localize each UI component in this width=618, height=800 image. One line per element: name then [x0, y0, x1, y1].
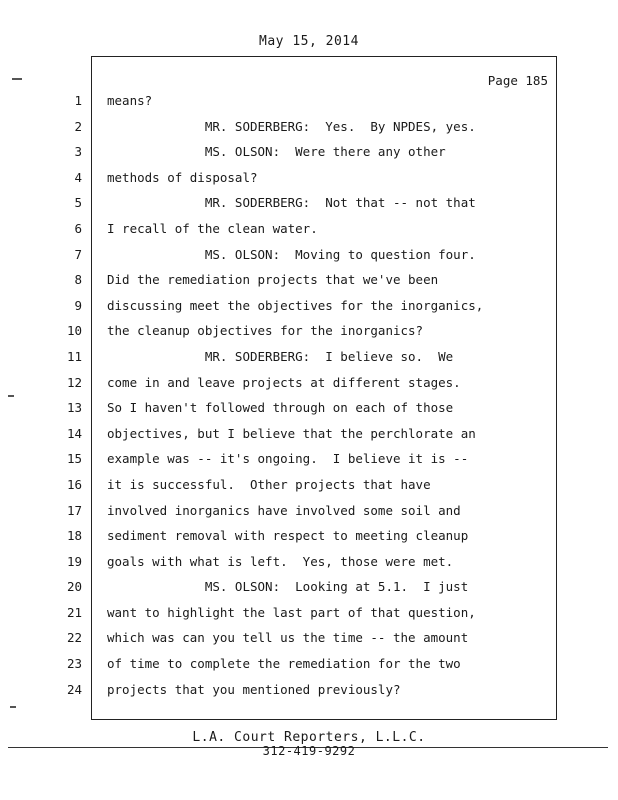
header-date: May 15, 2014 — [259, 34, 359, 49]
line-number: 3 — [74, 144, 82, 160]
transcript-line: So I haven't followed through on each of those — [107, 400, 454, 416]
transcript-line: Did the remediation projects that we've been — [107, 272, 439, 288]
transcript-line: goals with what is left. Yes, those were met. — [107, 553, 454, 569]
line-number: 21 — [66, 604, 82, 620]
transcript-line: MS. OLSON: Looking at 5.1. I just — [107, 579, 469, 595]
scan-mark — [10, 706, 16, 708]
footer-company: L.A. Court Reporters, L.L.C. — [192, 730, 426, 745]
line-number: 7 — [74, 246, 82, 262]
line-number: 18 — [66, 528, 82, 544]
transcript-line: MR. SODERBERG: I believe so. We — [107, 348, 454, 364]
line-number: 24 — [66, 681, 82, 697]
line-number: 23 — [66, 656, 82, 672]
line-number: 20 — [66, 579, 82, 595]
footer-phone: 312-419-9292 — [262, 744, 356, 758]
transcript-body — [107, 88, 552, 702]
line-number: 9 — [74, 297, 82, 313]
line-number: 14 — [66, 425, 82, 441]
transcript-line: methods of disposal? — [107, 169, 258, 185]
transcript-line: want to highlight the last part of that question, — [107, 604, 476, 620]
transcript-line: come in and leave projects at different stages. — [107, 374, 461, 390]
line-number: 4 — [74, 169, 82, 185]
transcript-line: MR. SODERBERG: Not that -- not that — [107, 195, 476, 211]
page-number: Page 185 — [487, 73, 548, 88]
transcript-line: of time to complete the remediation for the two — [107, 656, 461, 672]
line-number: 8 — [74, 272, 82, 288]
transcript-line: discussing meet the objectives for the inorganics, — [107, 297, 484, 313]
line-number: 11 — [66, 348, 82, 364]
scan-mark — [12, 78, 22, 80]
transcript-line: MS. OLSON: Were there any other — [107, 144, 446, 160]
line-number: 16 — [66, 476, 82, 492]
line-number: 1 — [74, 93, 82, 108]
line-number: 12 — [66, 374, 82, 390]
line-number: 2 — [74, 118, 82, 134]
transcript-line: which was can you tell us the time -- the amount — [107, 630, 469, 646]
line-number: 15 — [66, 451, 82, 467]
transcript-line: means? — [107, 93, 153, 108]
line-number: 22 — [66, 630, 82, 646]
scan-mark — [8, 395, 14, 397]
line-number: 6 — [74, 220, 82, 236]
transcript-line: involved inorganics have involved some soil and — [107, 502, 461, 518]
transcript-line: example was -- it's ongoing. I believe it is -- — [107, 451, 469, 467]
transcript-line: sediment removal with respect to meeting cleanup — [107, 528, 469, 544]
transcript-line: objectives, but I believe that the perchlorate an — [107, 425, 476, 441]
transcript-line: MS. OLSON: Moving to question four. — [107, 246, 476, 262]
line-number: 5 — [74, 195, 82, 211]
transcript-line: projects that you mentioned previously? — [107, 681, 401, 697]
line-numbers — [40, 88, 82, 702]
transcript-line: it is successful. Other projects that have — [107, 476, 431, 492]
line-number: 10 — [66, 323, 82, 339]
line-number: 13 — [66, 400, 82, 416]
transcript-line: I recall of the clean water. — [107, 220, 318, 236]
transcript-line: MR. SODERBERG: Yes. By NPDES, yes. — [107, 118, 476, 134]
transcript-line: the cleanup objectives for the inorganics? — [107, 323, 424, 339]
line-number: 17 — [66, 502, 82, 518]
line-number: 19 — [66, 553, 82, 569]
